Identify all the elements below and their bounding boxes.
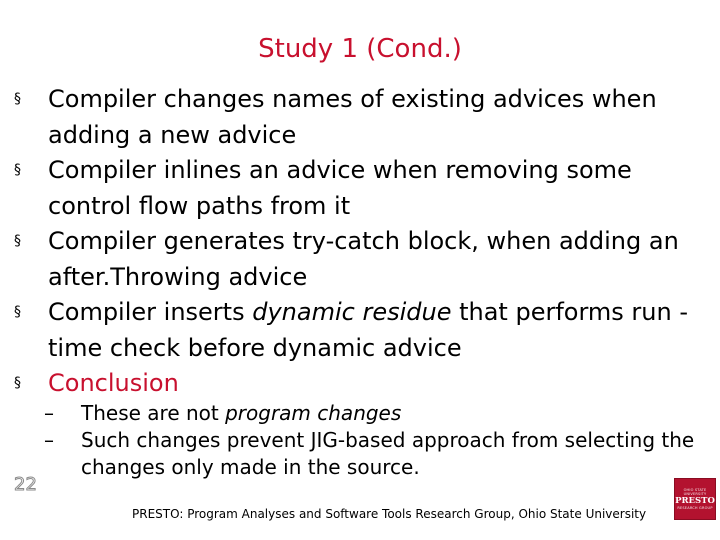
bullet-text: Compiler changes names of existing advices when adding a new advice (48, 85, 657, 149)
footer-text: PRESTO: Program Analyses and Software Tools Research Group, Ohio State University (132, 507, 647, 521)
bullet-text (48, 298, 688, 362)
square-bullet-icon: § (14, 233, 21, 249)
bullet-text-after: that performs run -time check before dynamic advice (48, 298, 688, 362)
logo-bottom-text: RESEARCH GROUP (677, 506, 713, 510)
sub-bullet-item (44, 427, 704, 481)
bullet-item (14, 295, 714, 366)
sub-bullet-text-italic: program changes (225, 401, 402, 425)
square-bullet-icon: § (14, 304, 21, 320)
square-bullet-icon: § (14, 91, 21, 107)
sub-bullet-item (44, 400, 704, 427)
bullet-list (14, 82, 714, 402)
sub-bullet-list (44, 400, 704, 481)
bullet-item (14, 224, 714, 295)
slide-title: Study 1 (Cond.) (258, 34, 462, 64)
bullet-text-before: Compiler inserts (48, 298, 253, 326)
sub-bullet-text-before: These are not (81, 401, 226, 425)
sub-bullet-text: Such changes prevent JIG-based approach from selecting the changes only made in the source. (81, 428, 695, 479)
square-bullet-icon: § (14, 162, 21, 178)
slide-number: 22 (14, 474, 37, 495)
square-bullet-icon: § (14, 375, 21, 391)
bullet-text: Conclusion (48, 369, 179, 397)
logo-top-text: OHIO STATE UNIVERSITY (683, 488, 707, 496)
bullet-text: Compiler generates try-catch block, when adding an after.Throwing advice (48, 227, 679, 291)
bullet-text: Compiler inlines an advice when removing some control flow paths from it (48, 156, 632, 220)
bullet-item (14, 82, 714, 153)
bullet-text-italic: dynamic residue (252, 298, 452, 326)
bullet-item (14, 153, 714, 224)
dash-bullet-icon: – (44, 401, 54, 425)
bullet-item-conclusion (14, 366, 714, 402)
logo-main-text: PRESTO (675, 496, 715, 506)
presto-logo (674, 478, 716, 520)
dash-bullet-icon: – (44, 428, 54, 452)
